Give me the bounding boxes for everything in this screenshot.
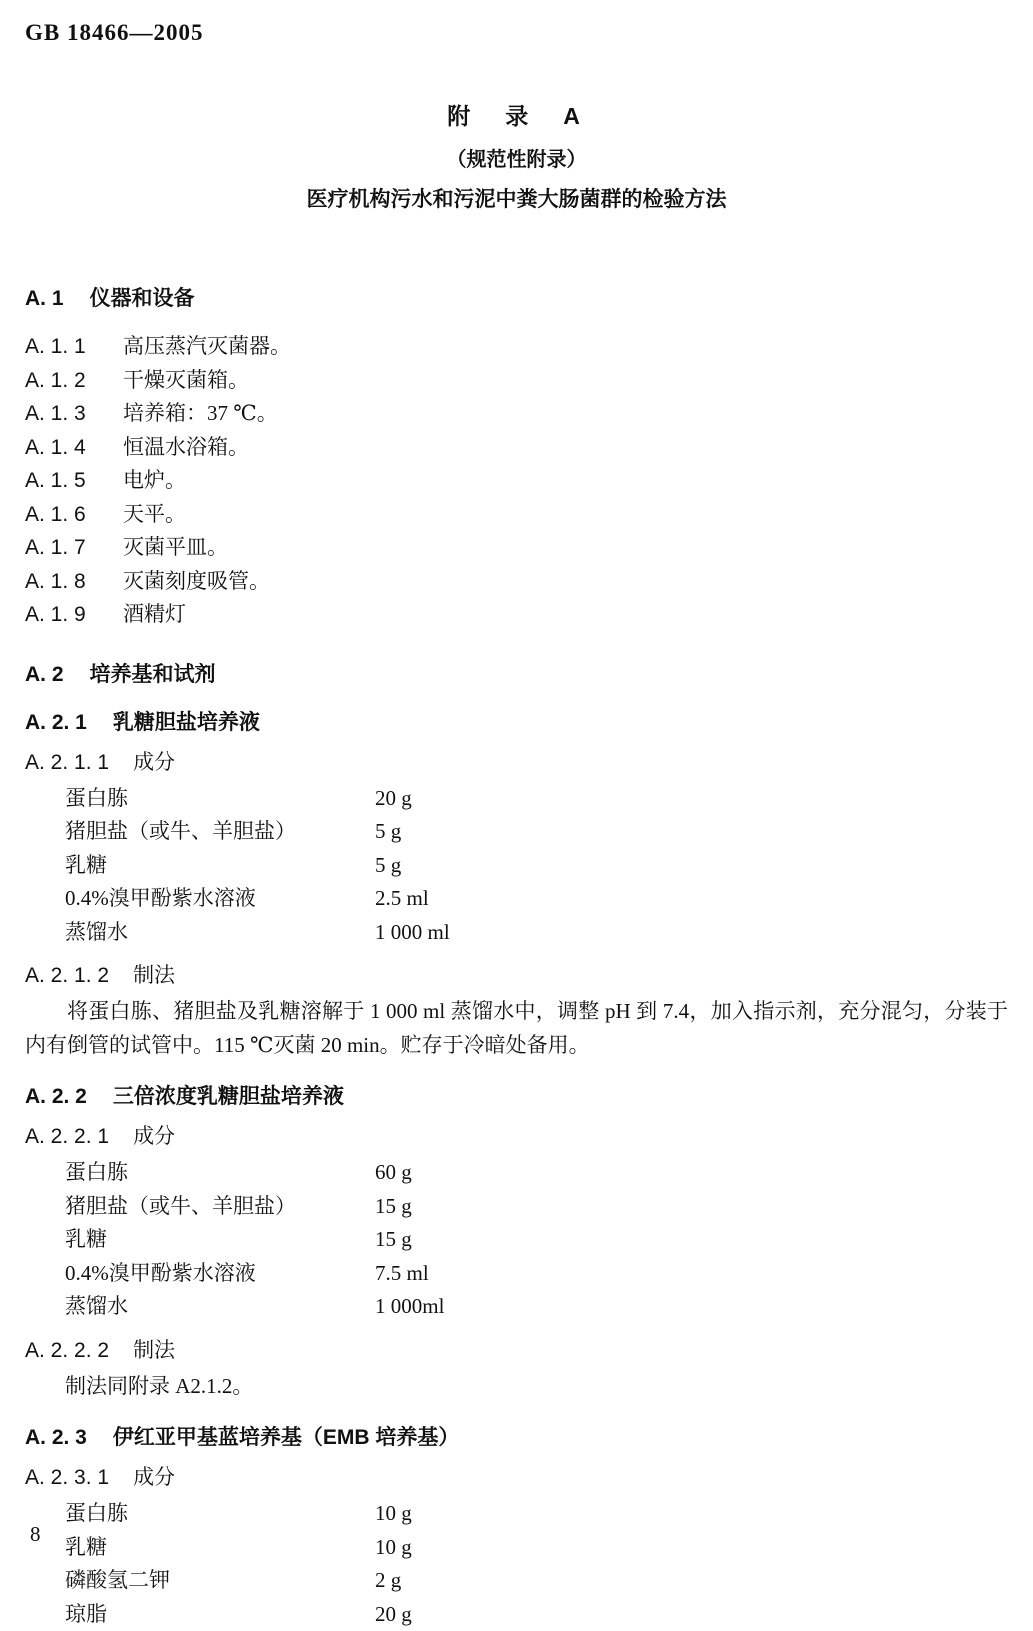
ingredient-name: 蒸馏水 xyxy=(65,1290,375,1324)
clause-number: A. 1. 5 xyxy=(25,464,97,498)
clause-number: A. 1. 3 xyxy=(25,397,97,431)
clause-text: 电炉。 xyxy=(123,468,186,492)
appendix-title: 附 录 A xyxy=(0,98,1033,131)
clause-number: A. 2. 2. 1 xyxy=(25,1125,109,1149)
ingredient-row xyxy=(65,1564,1008,1598)
clause-title: 制法 xyxy=(133,963,175,987)
clause-number: A. 2 xyxy=(25,663,64,687)
ingredient-row xyxy=(65,1290,1008,1324)
clause-text: 天平。 xyxy=(123,502,186,526)
clause-text: 灭菌刻度吸管。 xyxy=(123,569,270,593)
section-a23-heading xyxy=(25,1421,1008,1451)
ingredient-table-a211 xyxy=(25,782,1008,950)
clause-number: A. 1. 1 xyxy=(25,330,97,364)
clause-title: 成分 xyxy=(133,1465,175,1489)
ingredient-amount: 10 g xyxy=(375,1531,412,1565)
ingredient-row xyxy=(65,1190,1008,1224)
clause-title: 成分 xyxy=(133,1124,175,1148)
clause-text: 培养箱：37 ℃。 xyxy=(123,401,278,425)
preparation-paragraph: 将蛋白胨、猪胆盐及乳糖溶解于 1 000 ml 蒸馏水中，调整 pH 到 7.4，加入指示剂，充分混匀，分装于内有倒管的试管中。115 ℃灭菌 20 min。贮存于冷暗处备用。 xyxy=(25,995,1008,1062)
ingredient-row xyxy=(65,1223,1008,1257)
ingredient-amount: 20 g xyxy=(375,782,412,816)
ingredient-name: 蒸馏水 xyxy=(65,916,375,950)
clause-title: 三倍浓度乳糖胆盐培养液 xyxy=(113,1085,344,1108)
section-a211-heading xyxy=(25,746,1008,776)
ingredient-amount: 1 000ml xyxy=(375,1290,444,1324)
clause-number: A. 2. 1. 2 xyxy=(25,964,109,988)
list-item xyxy=(25,498,1008,532)
section-a212-heading xyxy=(25,959,1008,989)
ingredient-name: 乳糖 xyxy=(65,849,375,883)
ingredient-row xyxy=(65,849,1008,883)
ingredient-amount: 7.5 ml xyxy=(375,1257,429,1291)
appendix-subtitle: （规范性附录） xyxy=(0,143,1033,172)
list-item xyxy=(25,431,1008,465)
ingredient-name: 蛋白胨 xyxy=(65,782,375,816)
ingredient-name: 蛋白胨 xyxy=(65,1156,375,1190)
clause-number: A. 1. 8 xyxy=(25,565,97,599)
clause-title: 培养基和试剂 xyxy=(90,663,216,686)
list-item xyxy=(25,330,1008,364)
ingredient-name: 0.4%溴甲酚紫水溶液 xyxy=(65,882,375,916)
clause-title: 仪器和设备 xyxy=(90,287,195,310)
clause-number: A. 1. 9 xyxy=(25,598,97,632)
clause-title: 乳糖胆盐培养液 xyxy=(113,711,260,734)
list-item xyxy=(25,397,1008,431)
ingredient-amount: 15 g xyxy=(375,1190,412,1224)
page-number: 8 xyxy=(30,1522,41,1547)
ingredient-row xyxy=(65,1156,1008,1190)
ingredient-amount: 5 g xyxy=(375,849,401,883)
equipment-list xyxy=(25,330,1008,632)
ingredient-row xyxy=(65,815,1008,849)
standard-code: GB 18466—2005 xyxy=(25,20,203,46)
clause-number: A. 2. 3 xyxy=(25,1426,87,1450)
clause-title: 伊红亚甲基蓝培养基（EMB 培养基） xyxy=(113,1426,460,1449)
ingredient-table-a231 xyxy=(25,1497,1008,1631)
section-a21-heading xyxy=(25,706,1008,736)
document-body xyxy=(25,256,1008,1631)
ingredient-row xyxy=(65,1598,1008,1631)
ingredient-name: 乳糖 xyxy=(65,1223,375,1257)
clause-number: A. 2. 3. 1 xyxy=(25,1466,109,1490)
ingredient-amount: 15 g xyxy=(375,1223,412,1257)
section-a222-heading xyxy=(25,1334,1008,1364)
ingredient-name: 0.4%溴甲酚紫水溶液 xyxy=(65,1257,375,1291)
section-a221-heading xyxy=(25,1120,1008,1150)
list-item xyxy=(25,565,1008,599)
clause-number: A. 2. 2. 2 xyxy=(25,1339,109,1363)
clause-title: 成分 xyxy=(133,750,175,774)
clause-number: A. 2. 1 xyxy=(25,711,87,735)
ingredient-amount: 1 000 ml xyxy=(375,916,450,950)
clause-number: A. 2. 1. 1 xyxy=(25,751,109,775)
ingredient-name: 磷酸氢二钾 xyxy=(65,1564,375,1598)
clause-text: 高压蒸汽灭菌器。 xyxy=(123,334,291,358)
ingredient-row xyxy=(65,1531,1008,1565)
ingredient-row xyxy=(65,1497,1008,1531)
appendix-title-block xyxy=(0,98,1033,213)
clause-text: 干燥灭菌箱。 xyxy=(123,368,249,392)
clause-number: A. 1 xyxy=(25,287,64,311)
section-a231-heading xyxy=(25,1461,1008,1491)
ingredient-name: 猪胆盐（或牛、羊胆盐） xyxy=(65,1190,375,1224)
clause-number: A. 1. 6 xyxy=(25,498,97,532)
clause-text: 恒温水浴箱。 xyxy=(123,435,249,459)
ingredient-row xyxy=(65,1257,1008,1291)
ingredient-row xyxy=(65,882,1008,916)
clause-number: A. 1. 2 xyxy=(25,364,97,398)
ingredient-amount: 60 g xyxy=(375,1156,412,1190)
section-a2-heading xyxy=(25,658,1008,688)
ingredient-name: 乳糖 xyxy=(65,1531,375,1565)
ingredient-table-a221 xyxy=(25,1156,1008,1324)
list-item xyxy=(25,464,1008,498)
clause-number: A. 1. 4 xyxy=(25,431,97,465)
section-a1-heading xyxy=(25,282,1008,312)
section-a22-heading xyxy=(25,1080,1008,1110)
list-item xyxy=(25,364,1008,398)
list-item xyxy=(25,598,1008,632)
ingredient-amount: 2 g xyxy=(375,1564,401,1598)
ingredient-name: 猪胆盐（或牛、羊胆盐） xyxy=(65,815,375,849)
clause-text: 酒精灯 xyxy=(123,602,186,626)
ingredient-name: 琼脂 xyxy=(65,1598,375,1631)
ingredient-name: 蛋白胨 xyxy=(65,1497,375,1531)
ingredient-row xyxy=(65,782,1008,816)
list-item xyxy=(25,531,1008,565)
ingredient-row xyxy=(65,916,1008,950)
clause-number: A. 2. 2 xyxy=(25,1085,87,1109)
clause-text: 灭菌平皿。 xyxy=(123,535,228,559)
ingredient-amount: 2.5 ml xyxy=(375,882,429,916)
preparation-reference: 制法同附录 A2.1.2。 xyxy=(65,1370,1008,1404)
ingredient-amount: 20 g xyxy=(375,1598,412,1631)
clause-number: A. 1. 7 xyxy=(25,531,97,565)
clause-title: 制法 xyxy=(133,1338,175,1362)
ingredient-amount: 10 g xyxy=(375,1497,412,1531)
appendix-subject: 医疗机构污水和污泥中粪大肠菌群的检验方法 xyxy=(0,183,1033,213)
ingredient-amount: 5 g xyxy=(375,815,401,849)
